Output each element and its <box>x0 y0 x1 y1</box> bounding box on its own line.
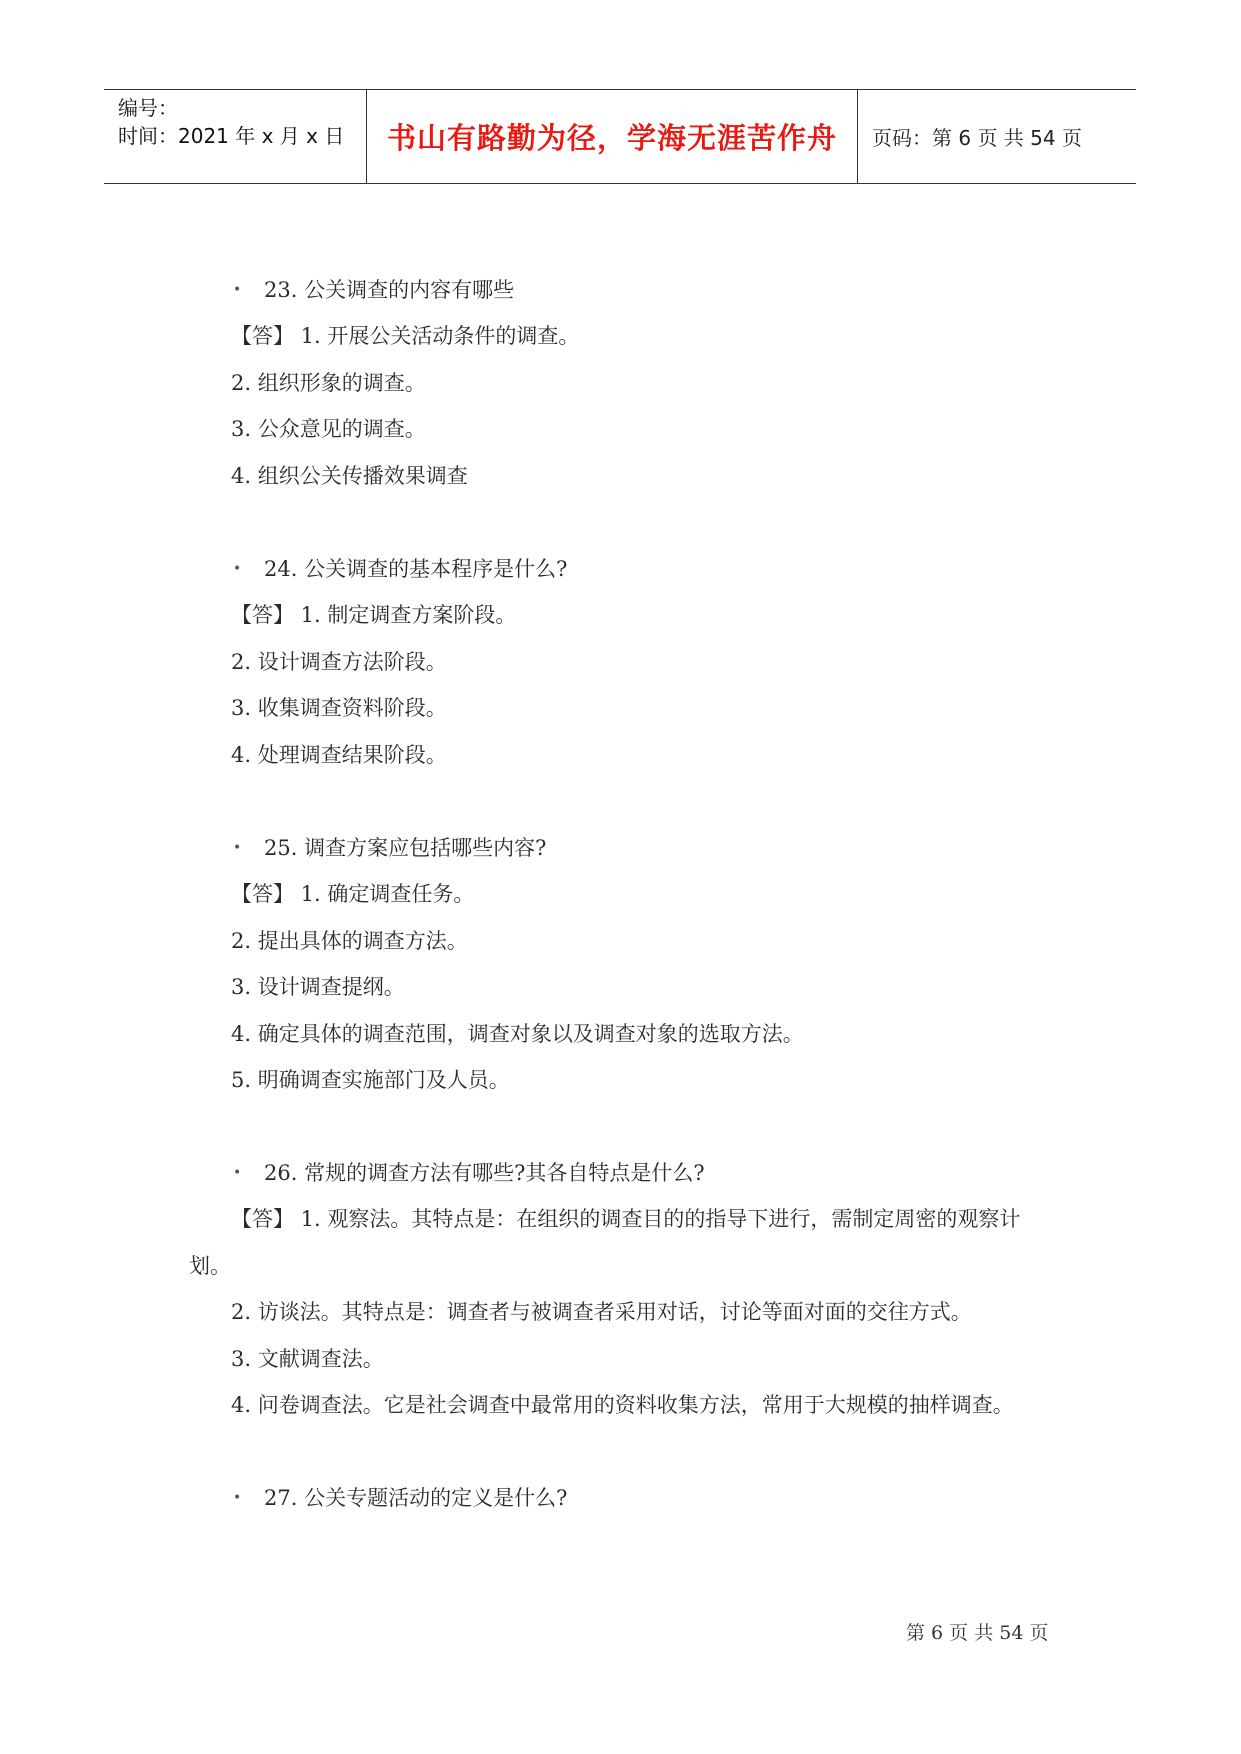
answer-line: 4. 组织公关传播效果调查 <box>231 464 468 488</box>
number-label: 编号： <box>118 96 178 120</box>
answer-line: 2. 提出具体的调查方法。 <box>231 929 468 953</box>
page-code: 页码：第 6 页 共 54 页 <box>872 126 1082 150</box>
answer-line: 3. 公众意见的调查。 <box>231 417 426 441</box>
motto-text: 书山有路勤为径，学海无涯苦作舟 <box>386 121 837 155</box>
bullet-icon: • <box>233 1165 242 1181</box>
question-item <box>235 276 514 304</box>
answer-first-line: 【答】 1. 开展公关活动条件的调查。 <box>231 324 580 348</box>
bullet-icon: • <box>233 282 242 298</box>
answer-line: 3. 文献调查法。 <box>231 1347 384 1371</box>
bullet-icon: • <box>233 1490 242 1506</box>
question-text: 25. 调查方案应包括哪些内容? <box>264 836 547 860</box>
question-item <box>235 834 546 862</box>
answer-line: 2. 组织形象的调查。 <box>231 371 426 395</box>
bullet-icon: • <box>233 840 242 856</box>
time-label: 时间：2021 年 x 月 x 日 <box>118 124 345 148</box>
answer-line: 4. 问卷调查法。它是社会调查中最常用的资料收集方法，常用于大规模的抽样调查。 <box>231 1393 1014 1417</box>
answer-first-line: 【答】 1. 观察法。其特点是：在组织的调查目的的指导下进行，需制定周密的观察计 <box>231 1207 1021 1231</box>
header-page-cell <box>858 90 1136 183</box>
answer-line: 3. 设计调查提纲。 <box>231 975 405 999</box>
answer-line: 5. 明确调查实施部门及人员。 <box>231 1068 510 1092</box>
header-meta-cell <box>104 90 366 183</box>
bullet-icon: • <box>233 561 242 577</box>
answer-line: 3. 收集调查资料阶段。 <box>231 696 447 720</box>
header-table <box>104 89 1136 184</box>
question-item <box>235 555 567 583</box>
answer-line: 4. 处理调查结果阶段。 <box>231 743 447 767</box>
question-text: 23. 公关调查的内容有哪些 <box>264 278 515 302</box>
question-text: 27. 公关专题活动的定义是什么? <box>264 1486 568 1510</box>
question-item <box>235 1159 705 1187</box>
question-item <box>235 1484 567 1512</box>
question-text: 24. 公关调查的基本程序是什么? <box>264 557 568 581</box>
answer-line: 2. 访谈法。其特点是：调查者与被调查者采用对话，讨论等面对面的交往方式。 <box>231 1300 972 1324</box>
page-footer: 第 6 页 共 54 页 <box>906 1622 1049 1644</box>
header-motto-cell <box>366 90 858 183</box>
answer-first-line: 【答】 1. 制定调查方案阶段。 <box>231 603 517 627</box>
answer-line: 4. 确定具体的调查范围，调查对象以及调查对象的选取方法。 <box>231 1022 804 1046</box>
answer-line: 2. 设计调查方法阶段。 <box>231 650 447 674</box>
answer-first-line: 【答】 1. 确定调查任务。 <box>231 882 475 906</box>
answer-continuation: 划。 <box>189 1254 231 1278</box>
question-text: 26. 常规的调查方法有哪些?其各自特点是什么? <box>264 1161 705 1185</box>
